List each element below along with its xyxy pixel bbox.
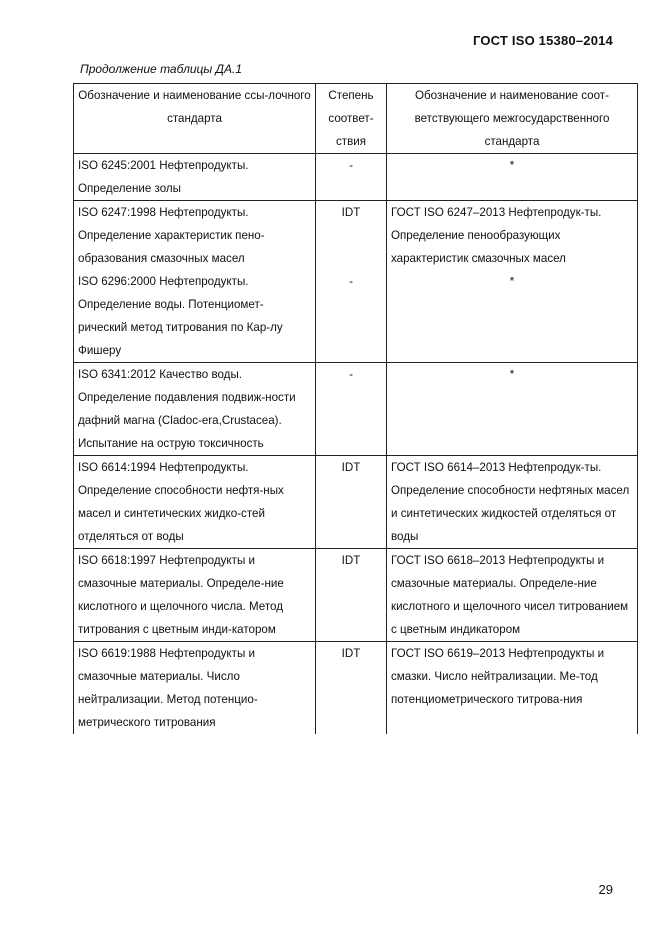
table-row (74, 549, 638, 642)
table-row (74, 456, 638, 549)
national-standard-cell: * (387, 154, 638, 201)
reference-standard-cell: ISO 6618:1997 Нефтепродукты и смазочные материалы. Определе-ние кислотного и щелочного числа. Метод титрования с цветным инди-катором (74, 549, 316, 642)
national-standard-cell: ГОСТ ISO 6614–2013 Нефтепродук-ты. Определение способности нефтяных масел и синтетических жидкостей отделяться от воды (387, 456, 638, 549)
reference-standard-cell: ISO 6614:1994 Нефтепродукты. Определение способности нефтя-ных масел и синтетических жидко-стей отделяться от воды (74, 456, 316, 549)
reference-standard-cell: ISO 6245:2001 Нефтепродукты. Определение золы (74, 154, 316, 201)
header-reference-standard: Обозначение и наименование ссы-лочного стандарта (74, 84, 316, 154)
degree-cell: IDT (316, 456, 387, 549)
table-row (74, 270, 638, 363)
national-standard-cell: * (387, 363, 638, 456)
header-national-standard: Обозначение и наименование соот-ветствующего межгосударственного стандарта (387, 84, 638, 154)
table-row (74, 642, 638, 735)
degree-cell: IDT (316, 642, 387, 735)
reference-standard-cell: ISO 6296:2000 Нефтепродукты. Определение воды. Потенциомет-рический метод титрования по Кар-лу Фишеру (74, 270, 316, 363)
degree-cell: - (316, 270, 387, 363)
page-number: 29 (598, 882, 613, 897)
national-standard-cell: ГОСТ ISO 6619–2013 Нефтепродукты и смазки. Число нейтрализации. Ме-тод потенциометрического титрова-ния (387, 642, 638, 735)
national-standard-cell: * (387, 270, 638, 363)
table-caption: Продолжение таблицы ДА.1 (80, 62, 243, 76)
reference-standard-cell: ISO 6247:1998 Нефтепродукты. Определение характеристик пено-образования смазочных масел (74, 201, 316, 271)
table-header-row (74, 84, 638, 154)
reference-standard-cell: ISO 6619:1988 Нефтепродукты и смазочные материалы. Число нейтрализации. Метод потенцио-метрического титрования (74, 642, 316, 735)
national-standard-cell: ГОСТ ISO 6247–2013 Нефтепродук-ты. Определение пенообразующих характеристик смазочных масел (387, 201, 638, 271)
degree-cell: IDT (316, 549, 387, 642)
degree-cell: - (316, 363, 387, 456)
table-row (74, 201, 638, 271)
degree-cell: - (316, 154, 387, 201)
national-standard-cell: ГОСТ ISO 6618–2013 Нефтепродукты и смазочные материалы. Определе-ние кислотного и щелочного чисел титрованием с цветным индикатором (387, 549, 638, 642)
degree-cell: IDT (316, 201, 387, 271)
reference-standards-table (73, 83, 638, 734)
table-row (74, 154, 638, 201)
header-degree-of-conformity: Степень соответ-ствия (316, 84, 387, 154)
reference-standard-cell: ISO 6341:2012 Качество воды. Определение подавления подвиж-ности дафний магна (Cladoc-era,Crustacea). Испытание на острую токсичность (74, 363, 316, 456)
document-id: ГОСТ ISO 15380–2014 (472, 33, 613, 48)
table-row (74, 363, 638, 456)
